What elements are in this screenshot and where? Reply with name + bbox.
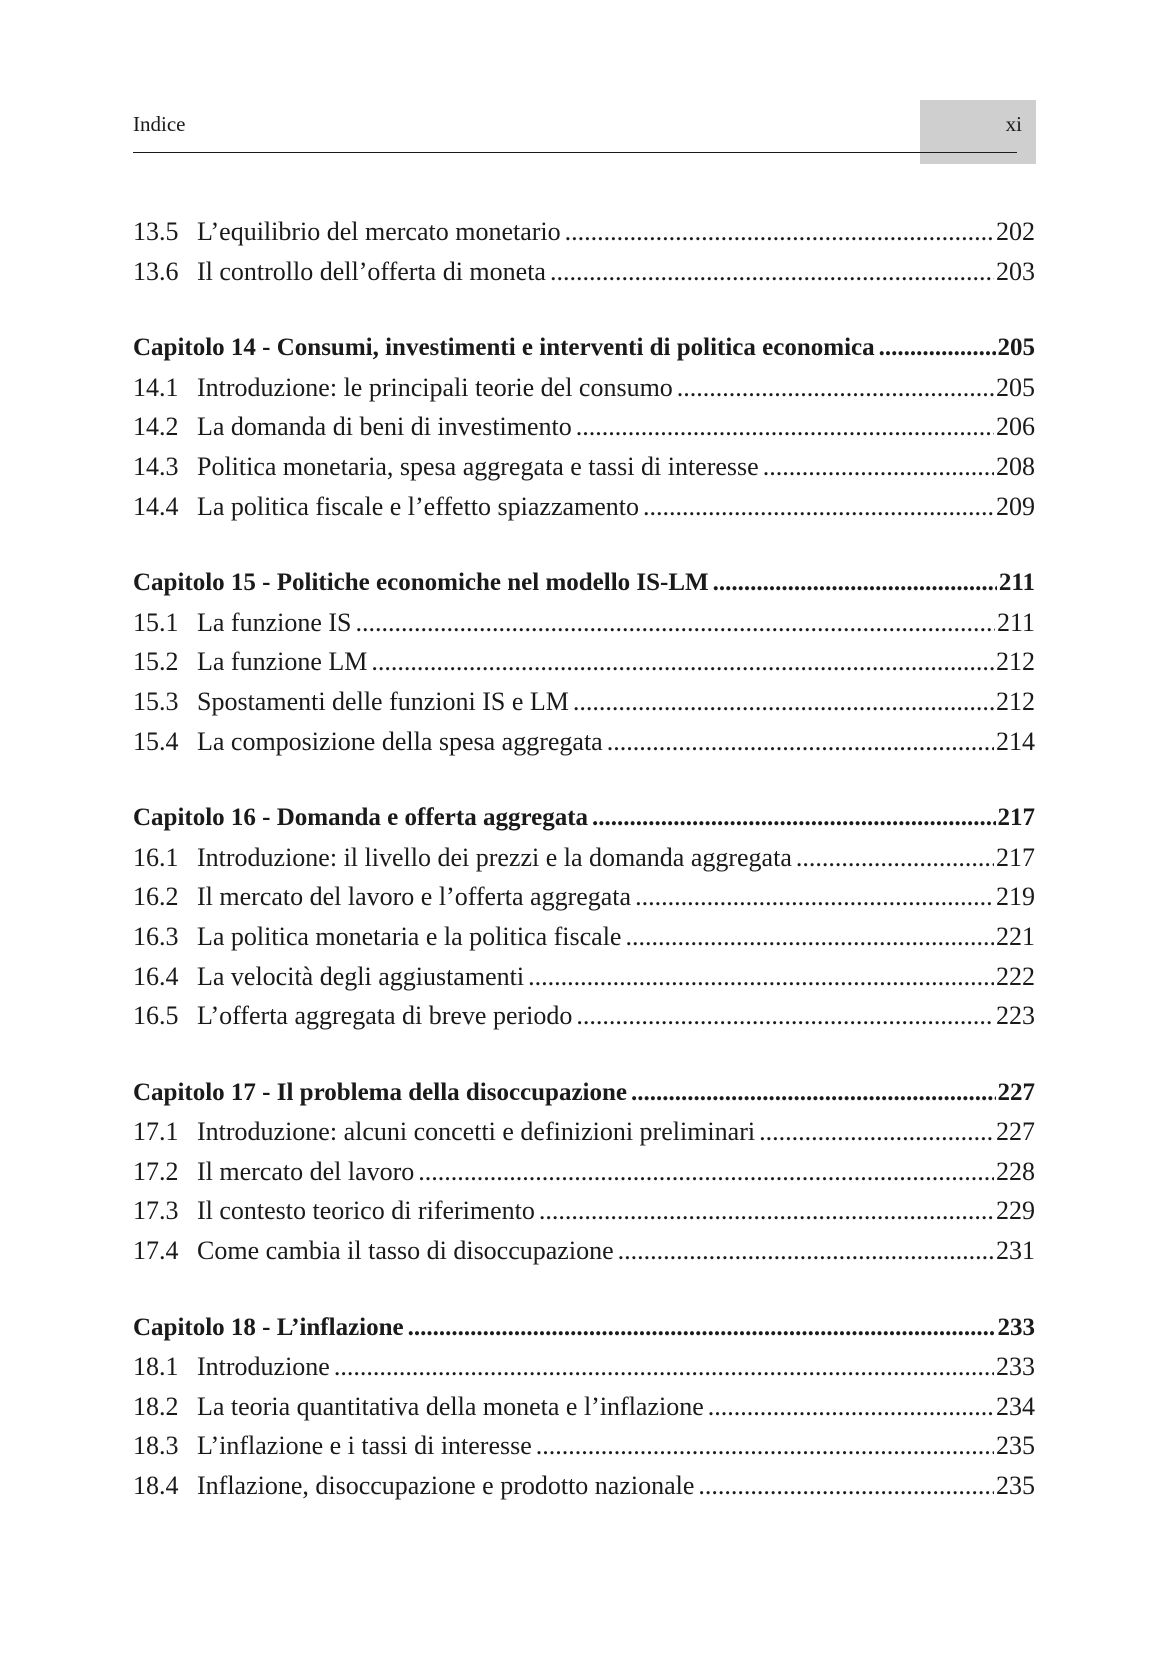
toc-group [133, 798, 1035, 1036]
chapter-entry[interactable] [133, 1308, 1035, 1348]
section-page: 205 [996, 372, 1035, 402]
dot-leader [408, 1308, 996, 1348]
dot-leader [763, 447, 994, 487]
section-entry[interactable] [133, 957, 1035, 997]
section-title: La teoria quantitativa della moneta e l’inflazione [197, 1391, 704, 1421]
section-entry[interactable] [133, 838, 1035, 878]
section-title: Introduzione: alcuni concetti e definizioni preliminari [197, 1117, 756, 1147]
dot-leader [643, 487, 994, 527]
section-entry[interactable] [133, 996, 1035, 1036]
dot-leader [607, 722, 994, 762]
toc-group [133, 563, 1035, 761]
section-page: 211 [996, 607, 1035, 637]
section-page: 217 [996, 842, 1035, 872]
section-page: 235 [996, 1431, 1035, 1461]
dot-leader [536, 1426, 994, 1466]
section-title: La velocità degli aggiustamenti [197, 961, 525, 991]
toc-group [133, 1073, 1035, 1271]
toc-group [133, 212, 1035, 291]
section-page: 234 [996, 1391, 1035, 1421]
dot-leader [635, 877, 994, 917]
dot-leader [618, 1231, 994, 1271]
dot-leader [576, 996, 994, 1036]
section-page: 233 [996, 1352, 1035, 1382]
section-entry[interactable] [133, 1426, 1035, 1466]
section-number: 16.4 [133, 961, 179, 991]
dot-leader [708, 1387, 994, 1427]
section-title: La domanda di beni di investimento [197, 412, 572, 442]
chapter-page: 211 [998, 569, 1035, 597]
section-page: 212 [996, 686, 1035, 716]
section-page: 214 [996, 726, 1035, 756]
section-title: Il mercato del lavoro [197, 1156, 415, 1186]
dot-leader [334, 1347, 994, 1387]
section-number: 18.4 [133, 1471, 179, 1501]
section-entry[interactable] [133, 603, 1035, 643]
dot-leader [796, 838, 994, 878]
dot-leader [573, 682, 994, 722]
dot-leader [550, 252, 994, 292]
section-page: 208 [996, 451, 1035, 481]
section-title: Il controllo dell’offerta di moneta [197, 256, 546, 286]
dot-leader [698, 1466, 994, 1506]
section-page: 206 [996, 412, 1035, 442]
section-entry[interactable] [133, 642, 1035, 682]
page-number: xi [1005, 112, 1022, 136]
section-entry[interactable] [133, 487, 1035, 527]
section-number: 14.2 [133, 412, 179, 442]
section-title: Inflazione, disoccupazione e prodotto nazionale [197, 1471, 695, 1501]
section-number: 14.1 [133, 372, 179, 402]
section-title: La politica monetaria e la politica fiscale [197, 921, 622, 951]
section-title: L’offerta aggregata di breve periodo [197, 1001, 573, 1031]
section-entry[interactable] [133, 1191, 1035, 1231]
section-page: 202 [996, 217, 1035, 246]
chapter-entry[interactable] [133, 563, 1035, 603]
section-number: 17.2 [133, 1156, 179, 1186]
section-page: 219 [996, 882, 1035, 912]
section-entry[interactable] [133, 252, 1035, 292]
dot-leader [759, 1112, 994, 1152]
chapter-entry[interactable] [133, 328, 1035, 368]
section-title: Spostamenti delle funzioni IS e LM [197, 686, 569, 716]
section-number: 16.1 [133, 842, 179, 872]
section-number: 13.5 [133, 217, 179, 246]
dot-leader [356, 603, 995, 643]
chapter-page: 205 [997, 334, 1035, 362]
section-number: 14.4 [133, 491, 179, 521]
chapter-entry[interactable] [133, 1073, 1035, 1113]
section-page: 231 [996, 1236, 1035, 1266]
section-number: 15.4 [133, 726, 179, 756]
dot-leader [565, 212, 994, 252]
section-number: 17.4 [133, 1236, 179, 1266]
section-number: 14.3 [133, 451, 179, 481]
section-entry[interactable] [133, 1152, 1035, 1192]
section-number: 18.3 [133, 1431, 179, 1461]
chapter-title: Capitolo 16 - Domanda e offerta aggregata [133, 804, 589, 832]
section-number: 16.2 [133, 882, 179, 912]
page-number-tab [920, 100, 1036, 164]
chapter-title: Capitolo 15 - Politiche economiche nel modello IS-LM [133, 569, 709, 597]
dot-leader [677, 368, 994, 408]
dot-leader [592, 798, 995, 838]
section-title: Introduzione: le principali teorie del consumo [197, 372, 673, 402]
section-entry[interactable] [133, 722, 1035, 762]
section-number: 17.3 [133, 1196, 179, 1226]
chapter-page: 233 [997, 1313, 1035, 1341]
section-title: Introduzione [197, 1352, 330, 1382]
dot-leader [371, 642, 994, 682]
dot-leader [713, 563, 997, 603]
section-title: La composizione della spesa aggregata [197, 726, 603, 756]
section-page: 209 [996, 491, 1035, 521]
toc-group [133, 328, 1035, 526]
running-title: Indice [133, 112, 186, 136]
section-number: 17.1 [133, 1117, 179, 1147]
section-number: 18.2 [133, 1391, 179, 1421]
chapter-page: 217 [997, 804, 1035, 832]
section-title: Introduzione: il livello dei prezzi e la domanda aggregata [197, 842, 792, 872]
section-title: La funzione LM [197, 647, 368, 677]
section-title: L’inflazione e i tassi di interesse [197, 1431, 532, 1461]
section-title: Il contesto teorico di riferimento [197, 1196, 535, 1226]
section-entry[interactable] [133, 1112, 1035, 1152]
toc-group [133, 1308, 1035, 1506]
dot-leader [879, 328, 996, 368]
section-page: 203 [996, 256, 1035, 286]
section-entry[interactable] [133, 368, 1035, 408]
table-of-contents [133, 212, 1035, 1543]
section-number: 15.1 [133, 607, 179, 637]
section-page: 228 [996, 1156, 1035, 1186]
section-entry[interactable] [133, 407, 1035, 447]
section-entry[interactable] [133, 682, 1035, 722]
section-entry[interactable] [133, 917, 1035, 957]
dot-leader [576, 407, 994, 447]
section-entry[interactable] [133, 447, 1035, 487]
chapter-title: Capitolo 14 - Consumi, investimenti e interventi di politica economica [133, 334, 875, 362]
chapter-title: Capitolo 18 - L’inflazione [133, 1313, 404, 1341]
section-entry[interactable] [133, 1231, 1035, 1271]
section-entry[interactable] [133, 212, 1035, 252]
section-number: 15.3 [133, 686, 179, 716]
section-page: 227 [996, 1117, 1035, 1147]
section-page: 235 [996, 1471, 1035, 1501]
chapter-page: 227 [997, 1078, 1035, 1106]
section-page: 212 [996, 647, 1035, 677]
running-header [133, 106, 1022, 154]
section-page: 229 [996, 1196, 1035, 1226]
dot-leader [625, 917, 994, 957]
header-rule [133, 152, 1017, 153]
section-number: 16.3 [133, 921, 179, 951]
dot-leader [539, 1191, 994, 1231]
section-entry[interactable] [133, 1347, 1035, 1387]
section-page: 223 [996, 1001, 1035, 1031]
section-number: 15.2 [133, 647, 179, 677]
section-page: 221 [996, 921, 1035, 951]
dot-leader [631, 1073, 995, 1113]
chapter-entry[interactable] [133, 798, 1035, 838]
section-title: Il mercato del lavoro e l’offerta aggregata [197, 882, 632, 912]
dot-leader [528, 957, 994, 997]
section-number: 18.1 [133, 1352, 179, 1382]
chapter-title: Capitolo 17 - Il problema della disoccupazione [133, 1078, 628, 1106]
section-number: 16.5 [133, 1001, 179, 1031]
section-page: 222 [996, 961, 1035, 991]
section-entry[interactable] [133, 877, 1035, 917]
section-title: Come cambia il tasso di disoccupazione [197, 1236, 614, 1266]
section-number: 13.6 [133, 256, 179, 286]
section-title: La politica fiscale e l’effetto spiazzamento [197, 491, 640, 521]
section-title: Politica monetaria, spesa aggregata e tassi di interesse [197, 451, 759, 481]
dot-leader [418, 1152, 994, 1192]
section-title: L’equilibrio del mercato monetario [197, 217, 561, 246]
section-entry[interactable] [133, 1466, 1035, 1506]
section-title: La funzione IS [197, 607, 352, 637]
section-entry[interactable] [133, 1387, 1035, 1427]
